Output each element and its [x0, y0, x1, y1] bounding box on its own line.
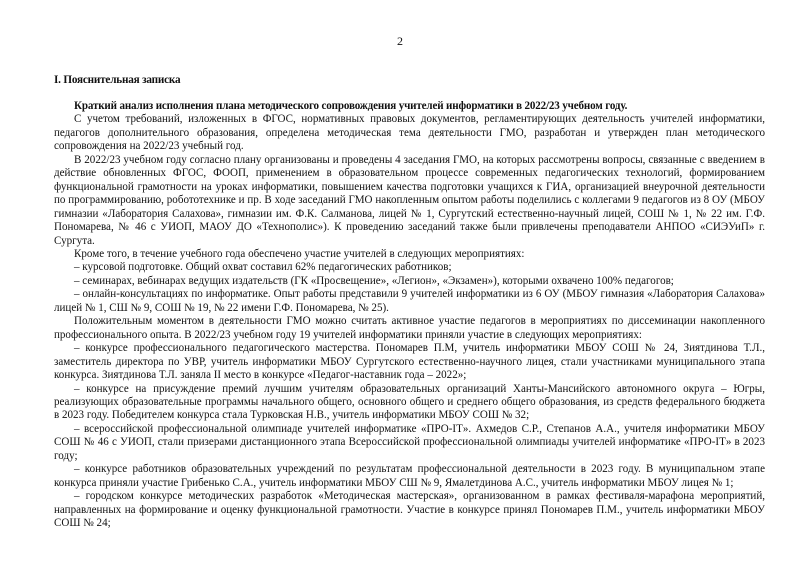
list-item: – семинарах, вебинарах ведущих издательств (ГК «Просвещение», «Легион», «Экзамен»), которыми охвачено 100% педагогов; [74, 274, 674, 287]
list-item: – конкурсе на присуждение премий лучшим учителям образовательных организаций Ханты-Мансийского автономного округа – Югры, реализующих образовательные программы начального общего, основного общего и среднего общего образования, из средств федерального бюджета в 2023 году. Победителем конкурса стала Турковская Н.В., учитель информатики МБОУ СОШ № 32; [54, 382, 765, 422]
list-item: – конкурсе профессионального педагогического мастерства. Пономарев П.М, учитель информатики МБОУ СОШ № 24, Зиятдинова Т.Л., заместитель директора по УВР, учитель информатики МБОУ Сургутского естественно-научного лицея, стали участниками муниципального этапа конкурса. Зиятдинова Т.Л. заняла II место в конкурсе «Педагог-наставник года – 2022»; [54, 342, 765, 382]
document-body [54, 100, 765, 531]
paragraph-participation: Кроме того, в течение учебного года обеспечено участие учителей в следующих мероприятиях: [74, 247, 525, 260]
list-item: – всероссийской профессиональной олимпиаде учителей информатике «ПРО-IT». Ахмедов С.Р., Степанов А.А., учителя информатики МБОУ СОШ № 46 с УИОП, стали призерами дистанционного этапа Всероссийской профессиональной олимпиады учителей информатике «ПРО-IT» в 2023 году; [54, 422, 765, 462]
section-title: I. Пояснительная записка [54, 74, 181, 86]
page-number: 2 [397, 34, 403, 48]
list-item: – городском конкурсе методических разработок «Методическая мастерская», организованном в рамках фестиваля-марафона мероприятий, направленных на формирование и оценку функциональной грамотности. Участие в конкурсе принял Пономарев П.М., учитель информатики МБОУ СОШ № 24; [54, 490, 765, 530]
list-item: – онлайн-консультациях по информатике. Опыт работы представили 9 учителей информатики из 6 ОУ (МБОУ гимназия «Лаборатория Салахова» лицей № 1, СШ № 9, СОШ № 19, № 22 имени Г.Ф. Пономарева, № 25). [54, 288, 765, 314]
paragraph-dissemination: Положительным моментом в деятельности ГМО можно считать активное участие педагогов в мероприятиях по диссеминации накопленного профессионального опыта. В 2022/23 учебном году 19 учителей информатики приняли участие в следующих мероприятиях: [54, 315, 765, 341]
list-item: – курсовой подготовке. Общий охват составил 62% педагогических работников; [74, 261, 452, 274]
paragraph-intro: С учетом требований, изложенных в ФГОС, нормативных правовых документов, регламентирующих деятельность учителей информатики, педагогов дополнительного образования, определена методическая тема деятельности ГМО, разработан и утвержден план методического сопровождения на 2022/23 учебный год. [54, 113, 765, 153]
paragraph-meetings: В 2022/23 учебном году согласно плану организованы и проведены 4 заседания ГМО, на которых рассмотрены вопросы, связанные с введением в действие обновленных ФГОС, ФООП, применением в образовательном процессе современных педагогических технологий, формированием функциональной грамотности на уроках информатики, повышением качества подготовки учащихся к ГИА, организацией внеурочной деятельности по программированию, робототехнике и пр. В ходе заседаний ГМО накопленным опытом работы поделились с коллегами 9 педагогов из 8 ОУ (МБОУ гимназии «Лаборатория Салахова», гимназии им. Ф.К. Салманова, лицей № 1, Сургутский естественно-научный лицей, СОШ № 1, № 22 им. Г.Ф. Пономарева, № 46 с УИОП, МАОУ ДО «Технополис»). К проведению заседаний также были привлечены преподаватели АНПОО «СИЭУиП» г. Сургута. [54, 153, 765, 247]
subsection-heading: Краткий анализ исполнения плана методического сопровождения учителей информатики в 2022/23 учебном году. [74, 100, 628, 112]
list-item: – конкурсе работников образовательных учреждений по результатам профессиональной деятельности в 2023 году. В муниципальном этапе конкурса приняли участие Грибенько С.А., учитель информатики МБОУ СШ № 9, Ямалетдинова А.С., учитель информатики МБОУ лицея № 1; [54, 463, 765, 489]
